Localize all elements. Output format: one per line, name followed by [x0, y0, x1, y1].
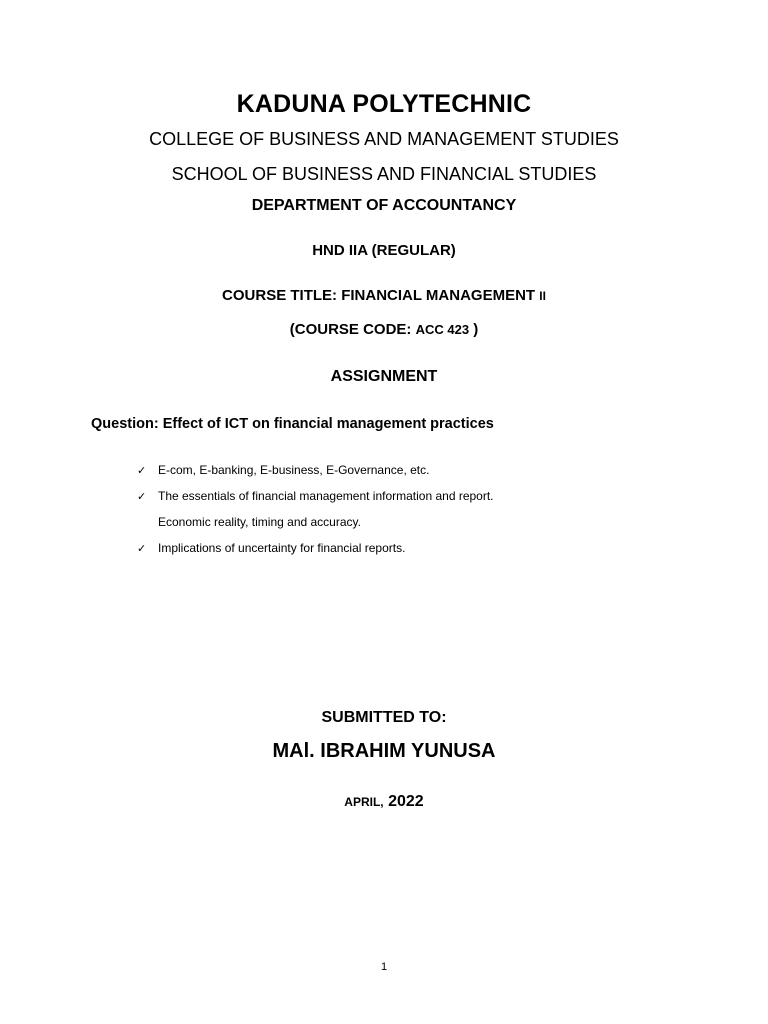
course-code: [0, 321, 768, 338]
institution-name: KADUNA POLYTECHNIC: [236, 90, 532, 118]
course-title: [0, 287, 768, 304]
list-item-continuation: Economic reality, timing and accuracy.: [158, 515, 361, 529]
list-item: [137, 463, 429, 477]
course-code-close: ): [473, 321, 479, 338]
submitted-to-name: MAl. IBRAHIM YUNUSA: [272, 740, 496, 762]
submission-year: 2022: [388, 793, 424, 810]
course-title-level: II: [539, 289, 546, 303]
checkmark-icon: ✓: [137, 543, 147, 555]
assignment-heading: ASSIGNMENT: [330, 368, 438, 385]
list-item-text: E-com, E-banking, E-business, E-Governance, etc.: [158, 463, 430, 477]
submission-date: [0, 793, 768, 811]
school-name: SCHOOL OF BUSINESS AND FINANCIAL STUDIES: [171, 164, 597, 184]
department-name: DEPARTMENT OF ACCOUNTANCY: [251, 197, 517, 214]
list-item-text: The essentials of financial management information and report.: [158, 489, 494, 503]
checkmark-icon: ✓: [137, 465, 147, 477]
submitted-to-label: SUBMITTED TO:: [321, 709, 447, 726]
course-code-value: ACC 423: [415, 322, 470, 337]
course-title-text: COURSE TITLE: FINANCIAL MANAGEMENT: [222, 287, 536, 304]
list-item: [137, 489, 494, 503]
checkmark-icon: ✓: [137, 491, 147, 503]
list-item-text: Implications of uncertainty for financial reports.: [158, 541, 406, 555]
page-number: 1: [380, 961, 388, 973]
list-item: [137, 541, 405, 555]
submission-month: APRIL,: [344, 795, 384, 809]
assignment-question: Question: Effect of ICT on financial management practices: [91, 416, 494, 432]
college-name: COLLEGE OF BUSINESS AND MANAGEMENT STUDIES: [149, 129, 619, 149]
programme-name: HND IIA (REGULAR): [312, 242, 456, 259]
course-code-label: (COURSE CODE:: [289, 321, 412, 338]
